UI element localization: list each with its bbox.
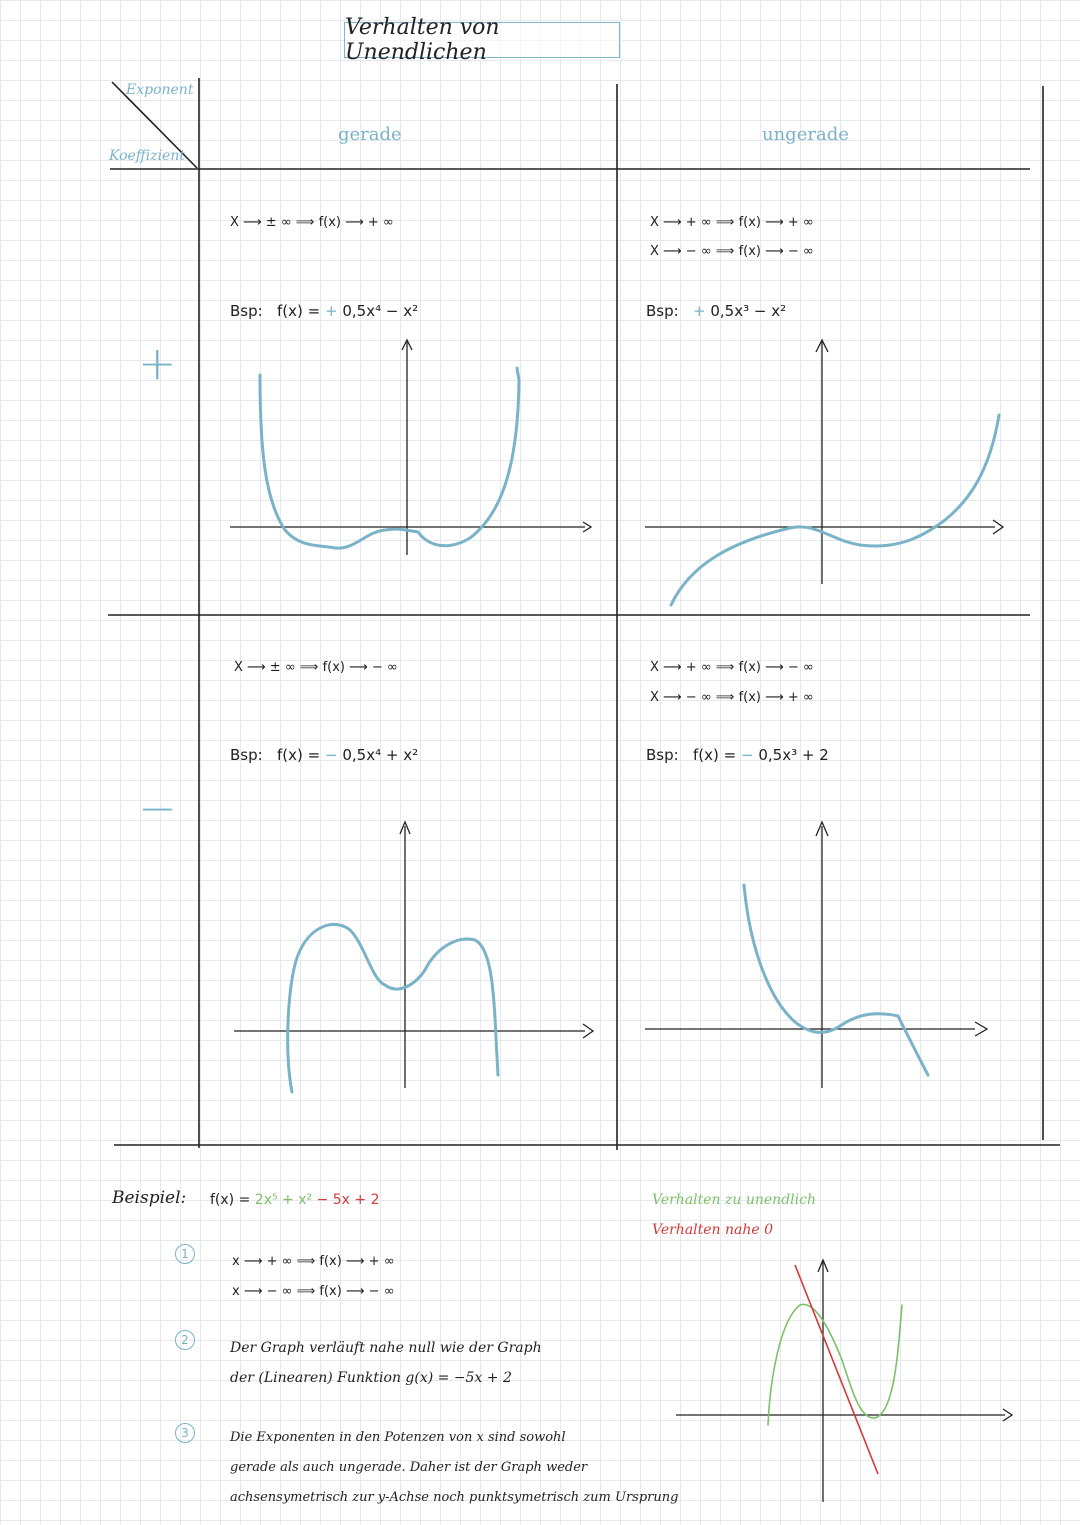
step-2-badge: 2: [175, 1330, 195, 1350]
bsp-label: Bsp:: [230, 746, 263, 764]
col-header-gerade: gerade: [338, 124, 402, 145]
row-sign-plus: +: [138, 336, 177, 390]
bsp-label: Bsp:: [646, 746, 679, 764]
graph-minus-odd: [645, 822, 987, 1088]
example-func-green: 2x⁵ + x²: [254, 1192, 313, 1208]
row-sign-minus: −: [138, 781, 177, 835]
example-function: [210, 1192, 380, 1208]
corner-label-exponent: Exponent: [126, 82, 194, 98]
col-header-ungerade: ungerade: [762, 124, 849, 145]
step-2-line-2: der (Linearen) Funktion g(x) = −5x + 2: [230, 1370, 512, 1386]
example-label: Beispiel:: [112, 1188, 187, 1208]
condition-plus-even-1: X ⟶ ± ∞ ⟹ f(x) ⟶ + ∞: [230, 215, 394, 230]
bsp-sign: +: [693, 302, 706, 320]
bsp-rest: 0,5x⁴ + x²: [342, 746, 419, 764]
bsp-minus-odd: [646, 746, 829, 764]
step-3-line-3: achsensymetrisch zur y-Achse noch punktsymetrisch zum Ursprung: [230, 1490, 679, 1505]
bsp-plus-even: [230, 302, 418, 320]
bsp-rest: 0,5x⁴ − x²: [342, 302, 419, 320]
bsp-sign: +: [324, 302, 338, 320]
bsp-label: Bsp:: [646, 302, 679, 320]
bsp-label: Bsp:: [230, 302, 263, 320]
example-func-prefix: f(x) =: [210, 1192, 251, 1208]
page-title: Verhalten von Unendlichen: [344, 22, 620, 58]
condition-minus-even-1: X ⟶ ± ∞ ⟹ f(x) ⟶ − ∞: [234, 660, 398, 675]
graph-plus-even: [230, 340, 591, 555]
bsp-prefix: f(x) =: [277, 302, 321, 320]
bsp-sign: −: [740, 746, 754, 764]
bsp-prefix: f(x) =: [277, 746, 321, 764]
condition-minus-odd-1: X ⟶ + ∞ ⟹ f(x) ⟶ − ∞: [650, 660, 814, 675]
example-func-red: − 5x + 2: [312, 1192, 380, 1208]
graph-example: [676, 1260, 1012, 1502]
condition-plus-odd-1: X ⟶ + ∞ ⟹ f(x) ⟶ + ∞: [650, 215, 814, 230]
bsp-rest: 0,5x³ − x²: [710, 302, 787, 320]
step-1-line-1: x ⟶ + ∞ ⟹ f(x) ⟶ + ∞: [232, 1254, 395, 1269]
condition-plus-odd-2: X ⟶ − ∞ ⟹ f(x) ⟶ − ∞: [650, 244, 814, 259]
step-1-line-2: x ⟶ − ∞ ⟹ f(x) ⟶ − ∞: [232, 1284, 395, 1299]
graph-minus-even: [234, 822, 593, 1092]
legend-green: Verhalten zu unendlich: [652, 1192, 816, 1208]
step-3-line-1: Die Exponenten in den Potenzen von x sind sowohl: [230, 1430, 566, 1445]
bsp-sign: −: [324, 746, 338, 764]
step-3-line-2: gerade als auch ungerade. Daher ist der Graph weder: [230, 1460, 588, 1475]
bsp-minus-even: [230, 746, 418, 764]
corner-label-koeffizient: Koeffizient: [109, 148, 185, 164]
step-2-line-1: Der Graph verläuft nahe null wie der Graph: [230, 1340, 542, 1356]
graph-plus-odd: [645, 340, 1003, 605]
step-3-badge: 3: [175, 1423, 195, 1443]
legend-red: Verhalten nahe 0: [652, 1222, 774, 1238]
bsp-plus-odd: [646, 302, 786, 320]
condition-minus-odd-2: X ⟶ − ∞ ⟹ f(x) ⟶ + ∞: [650, 690, 814, 705]
bsp-prefix: f(x) =: [693, 746, 737, 764]
step-1-badge: 1: [175, 1244, 195, 1264]
bsp-rest: 0,5x³ + 2: [758, 746, 829, 764]
